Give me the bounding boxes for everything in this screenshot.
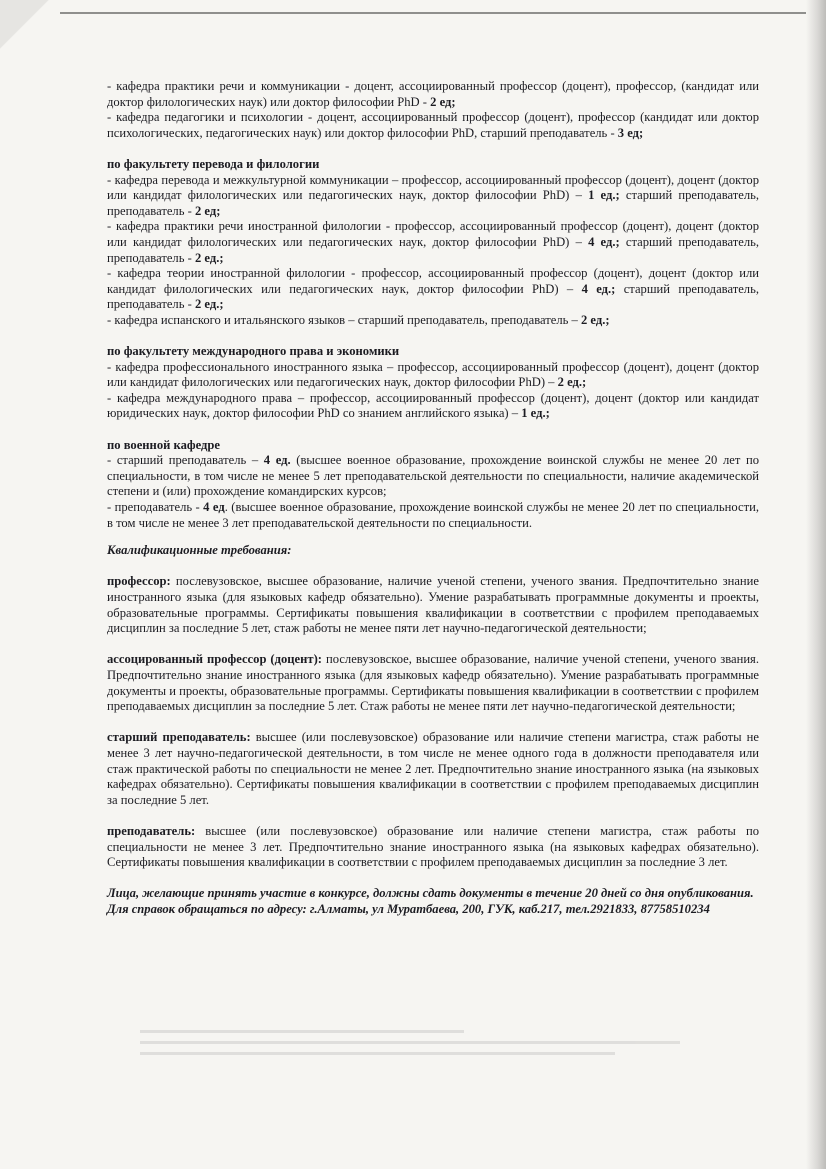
item-translation-dept: - кафедра перевода и межкультурной коммуникации – профессор, ассоциированный профессор (доцент), доцент (доктор или кандидат филологических или педагогических наук, доктор философии PhD) – 1 ед.; старший преподаватель, преподаватель - 2 ед; [107, 172, 760, 218]
item-international-law-dept: - кафедра международного права – профессор, ассоциированный профессор (доцент), доцент (доктор или кандидат юридических наук, доктор философии PhD со знанием английского языка) – 1 ед.; [107, 390, 759, 421]
footer-contacts: Для справок обращаться по адресу: г.Алматы, ул Муратбаева, 200, ГУК, каб.217, тел.2921833, 87758510234 [107, 901, 710, 916]
qual-teacher: преподаватель: высшее (или послевузовское) образование или наличие степени магистра, стаж работы по специальности не менее 3 лет. Предпочтительно знание иностранного языка (на языковых кафедрах обязательно). Сертификаты повышения квалификации в соответствии с профилем преподаваемых дисциплин за последние 3 лет. [107, 823, 759, 870]
qual-associate-professor: ассоцированный профессор (доцент): послевузовское, высшее образование, наличие ученой степени, ученого звания. Предпочтительно знание иностранного языка (для языковых кафедр обязательно). Умение разрабатывать программные документы и проекты, образовательные программы. Сертификаты повышения квалификации в соответствии с профилем преподаваемых дисциплин за последние 5 лет. Стаж работы не менее пяти лет научно-педагогической деятельности; [107, 652, 759, 714]
item-professional-language-dept: - кафедра профессионального иностранного языка – профессор, ассоциированный профессор (доцент), доцент (доктор или кандидат филологических или педагогических наук, доктор философии PhD) – 2 ед.; [107, 359, 759, 390]
qual-professor: профессор: послевузовское, высшее образование, наличие ученой степени, ученого звания. Предпочтительно знание иностранного языка (для языковых кафедр обязательно). Умение разрабатывать программные документы и проекты, образовательные программы. Сертификаты повышения квалификации в соответствии с профилем преподаваемых дисциплин за последние 5 лет, стаж работы не менее пяти лет научно-педагогической деятельности; [107, 574, 759, 636]
paragraph-pedagogy: - кафедра педагогики и психологии - доцент, ассоциированный профессор (доцент), профессор (кандидат или доктор психологических, педагогических наук) или доктор философии PhD, старший преподаватель - 3 ед; [107, 110, 759, 140]
page-right-edge [806, 0, 826, 1169]
page-fold [0, 0, 60, 60]
item-military-senior: - старший преподаватель – 4 ед. (высшее военное образование, прохождение воинской службы не менее 20 лет по специальности, в том числе не менее 5 лет преподавательской деятельности по специальности, наличие академической степени и (или) прохождение командирских курсов; [107, 453, 759, 499]
document-body [107, 79, 759, 917]
qualifications-heading: Квалификационные требования: [107, 543, 292, 558]
faculty-translation-heading: по факультету перевода и филологии [107, 156, 320, 171]
faculty-law-heading: по факультету международного права и экономики [107, 344, 400, 359]
paragraph-speech-practice: - кафедра практики речи и коммуникации - доцент, ассоциированный профессор (доцент), профессор, (кандидат или доктор филологических наук) или доктор философии PhD - 2 ед; [107, 79, 759, 109]
page-top-edge [60, 12, 820, 14]
item-spanish-italian-dept: - кафедра испанского и итальянского языков – старший преподаватель, преподаватель – 2 ед.; [107, 312, 610, 327]
military-heading: по военной кафедре [107, 437, 220, 452]
item-foreign-speech-dept: - кафедра практики речи иностранной филологии - профессор, ассоциированный профессор (доцент), доцент (доктор или кандидат филологических или педагогических наук, доктор философии PhD) – 4 ед.; старший преподаватель, преподаватель - 2 ед.; [107, 219, 760, 265]
footer-deadline: Лица, желающие принять участие в конкурсе, должны сдать документы в течение 20 дней со дня опубликования. [107, 886, 754, 901]
item-military-teacher: - преподаватель - 4 ед. (высшее военное образование, прохождение воинской службы не менее 20 лет по специальности, в том числе не менее 3 лет преподавательской деятельности по специальности. [107, 500, 759, 530]
bleed-through-text [140, 1030, 680, 1070]
item-foreign-theory-dept: - кафедра теории иностранной филологии - профессор, ассоциированный профессор (доцент), доцент (доктор или кандидат филологических или педагогических наук, доктор философии PhD) – 4 ед.; старший преподаватель, преподаватель - 2 ед.; [107, 266, 759, 312]
qual-senior-teacher: старший преподаватель: высшее (или послевузовское) образование или наличие степени магистра, стаж работы не менее 3 лет научно-педагогической деятельности, в том числе не менее одного года в должности преподавателя или стаж практической работы по специальности не менее 2 лет. Предпочтительно знание иностранного языка (на языковых кафедрах обязательно). Сертификаты повышения квалификации в соответствии с профилем преподаваемых дисциплин за последние 5 лет. [107, 730, 759, 807]
